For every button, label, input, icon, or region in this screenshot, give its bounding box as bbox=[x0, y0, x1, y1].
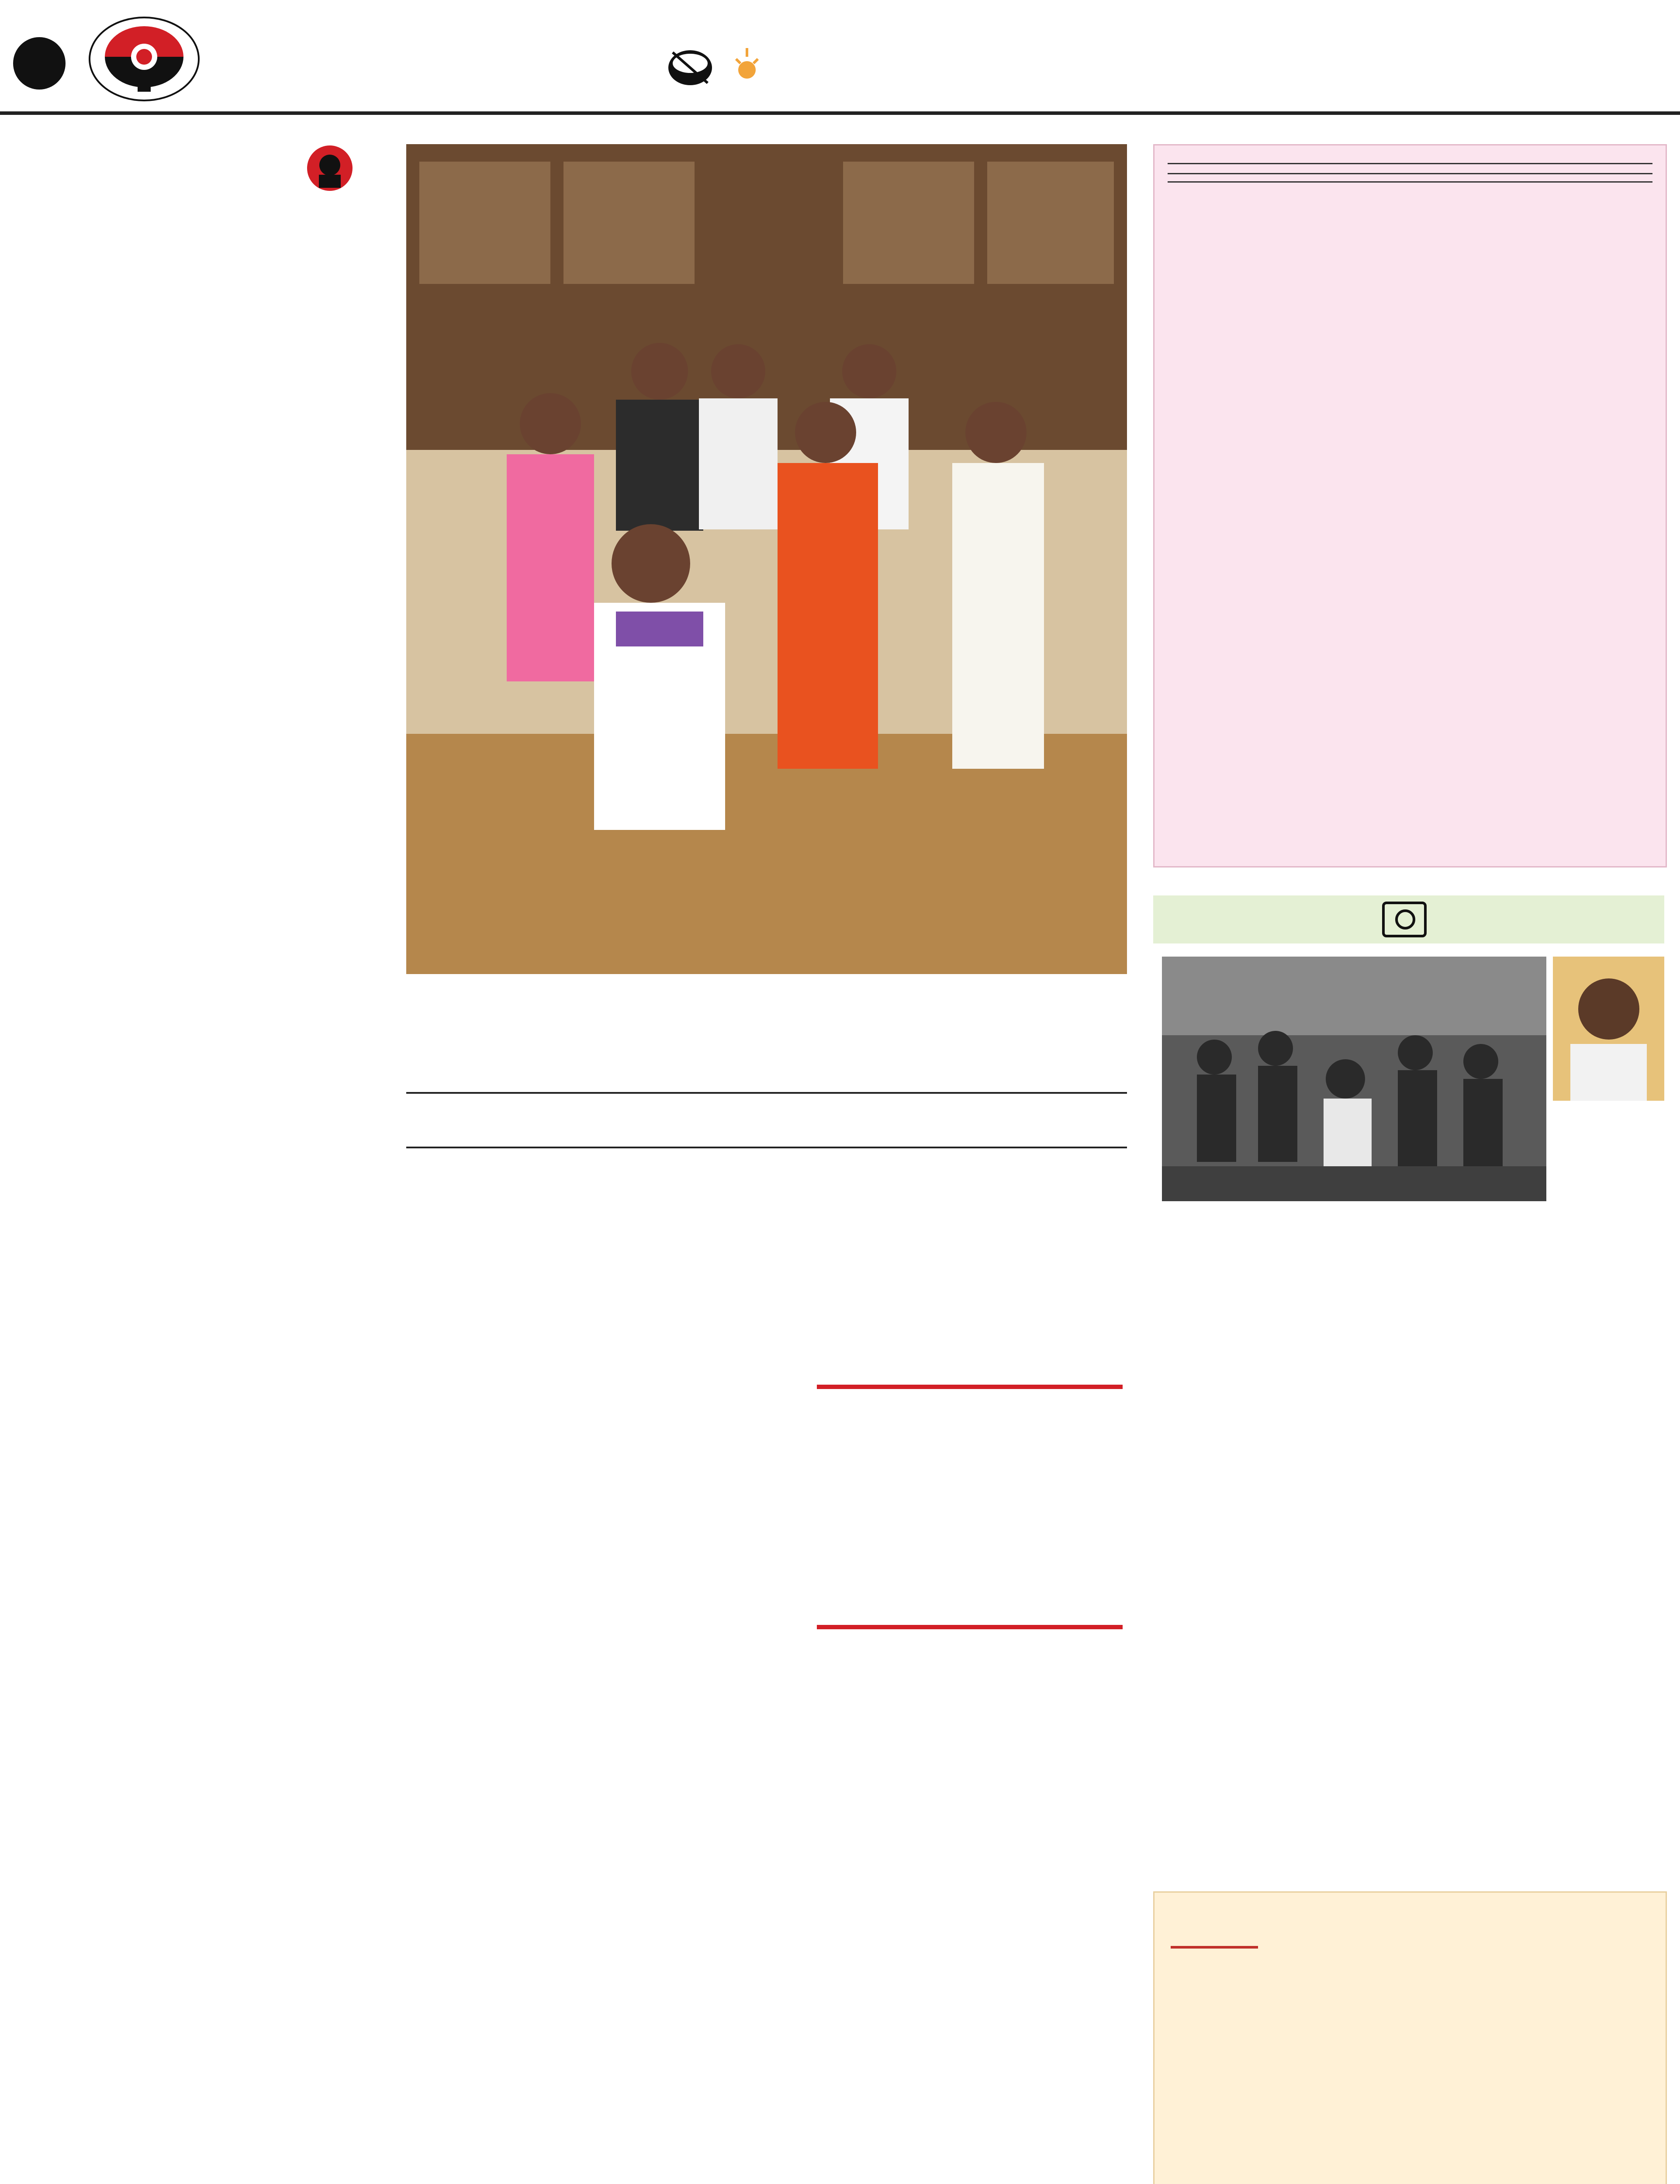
article-column-3-mid bbox=[799, 1271, 1131, 1380]
main-photo bbox=[406, 144, 1127, 974]
gujarat-body bbox=[1155, 173, 1666, 183]
dateline bbox=[1328, 48, 1348, 80]
party-emblem-logo bbox=[87, 15, 201, 103]
gujarat-paragraph-rule bbox=[1168, 173, 1652, 174]
article-headline bbox=[411, 983, 1127, 1083]
karuvoolam-body bbox=[1171, 2001, 1647, 2003]
flashback-author-photo bbox=[1553, 957, 1664, 1101]
pullquote-rule-bottom bbox=[817, 1625, 1123, 1629]
article-column-1 bbox=[26, 594, 389, 604]
flashback-photo bbox=[1162, 957, 1546, 1201]
headline-rule-bottom bbox=[406, 1147, 1127, 1148]
gujarat-paragraph-rule bbox=[1168, 181, 1652, 183]
sun-rays-icon bbox=[734, 44, 760, 92]
article-column-2 bbox=[411, 1158, 786, 1167]
gujarat-editorial-box bbox=[1153, 144, 1667, 867]
camera-icon bbox=[1382, 902, 1427, 937]
karuvoolam-box bbox=[1153, 1891, 1667, 2184]
flashback-header bbox=[1153, 895, 1664, 943]
article-column-3-bottom bbox=[799, 1642, 1131, 2184]
masthead-brand bbox=[664, 35, 1057, 100]
karuvoolam-tag-rule bbox=[1171, 1946, 1258, 1949]
page-number bbox=[13, 37, 66, 90]
gujarat-title-rule bbox=[1168, 163, 1652, 164]
article-column-3-top bbox=[799, 1158, 1131, 1167]
kalaignar-portrait-icon bbox=[306, 144, 354, 192]
flashback-body bbox=[1158, 1267, 1660, 1269]
drum-icon bbox=[664, 44, 716, 92]
headline-rule-top bbox=[406, 1092, 1127, 1094]
header-rule bbox=[0, 111, 1680, 115]
pullquote-rule-top bbox=[817, 1385, 1123, 1389]
